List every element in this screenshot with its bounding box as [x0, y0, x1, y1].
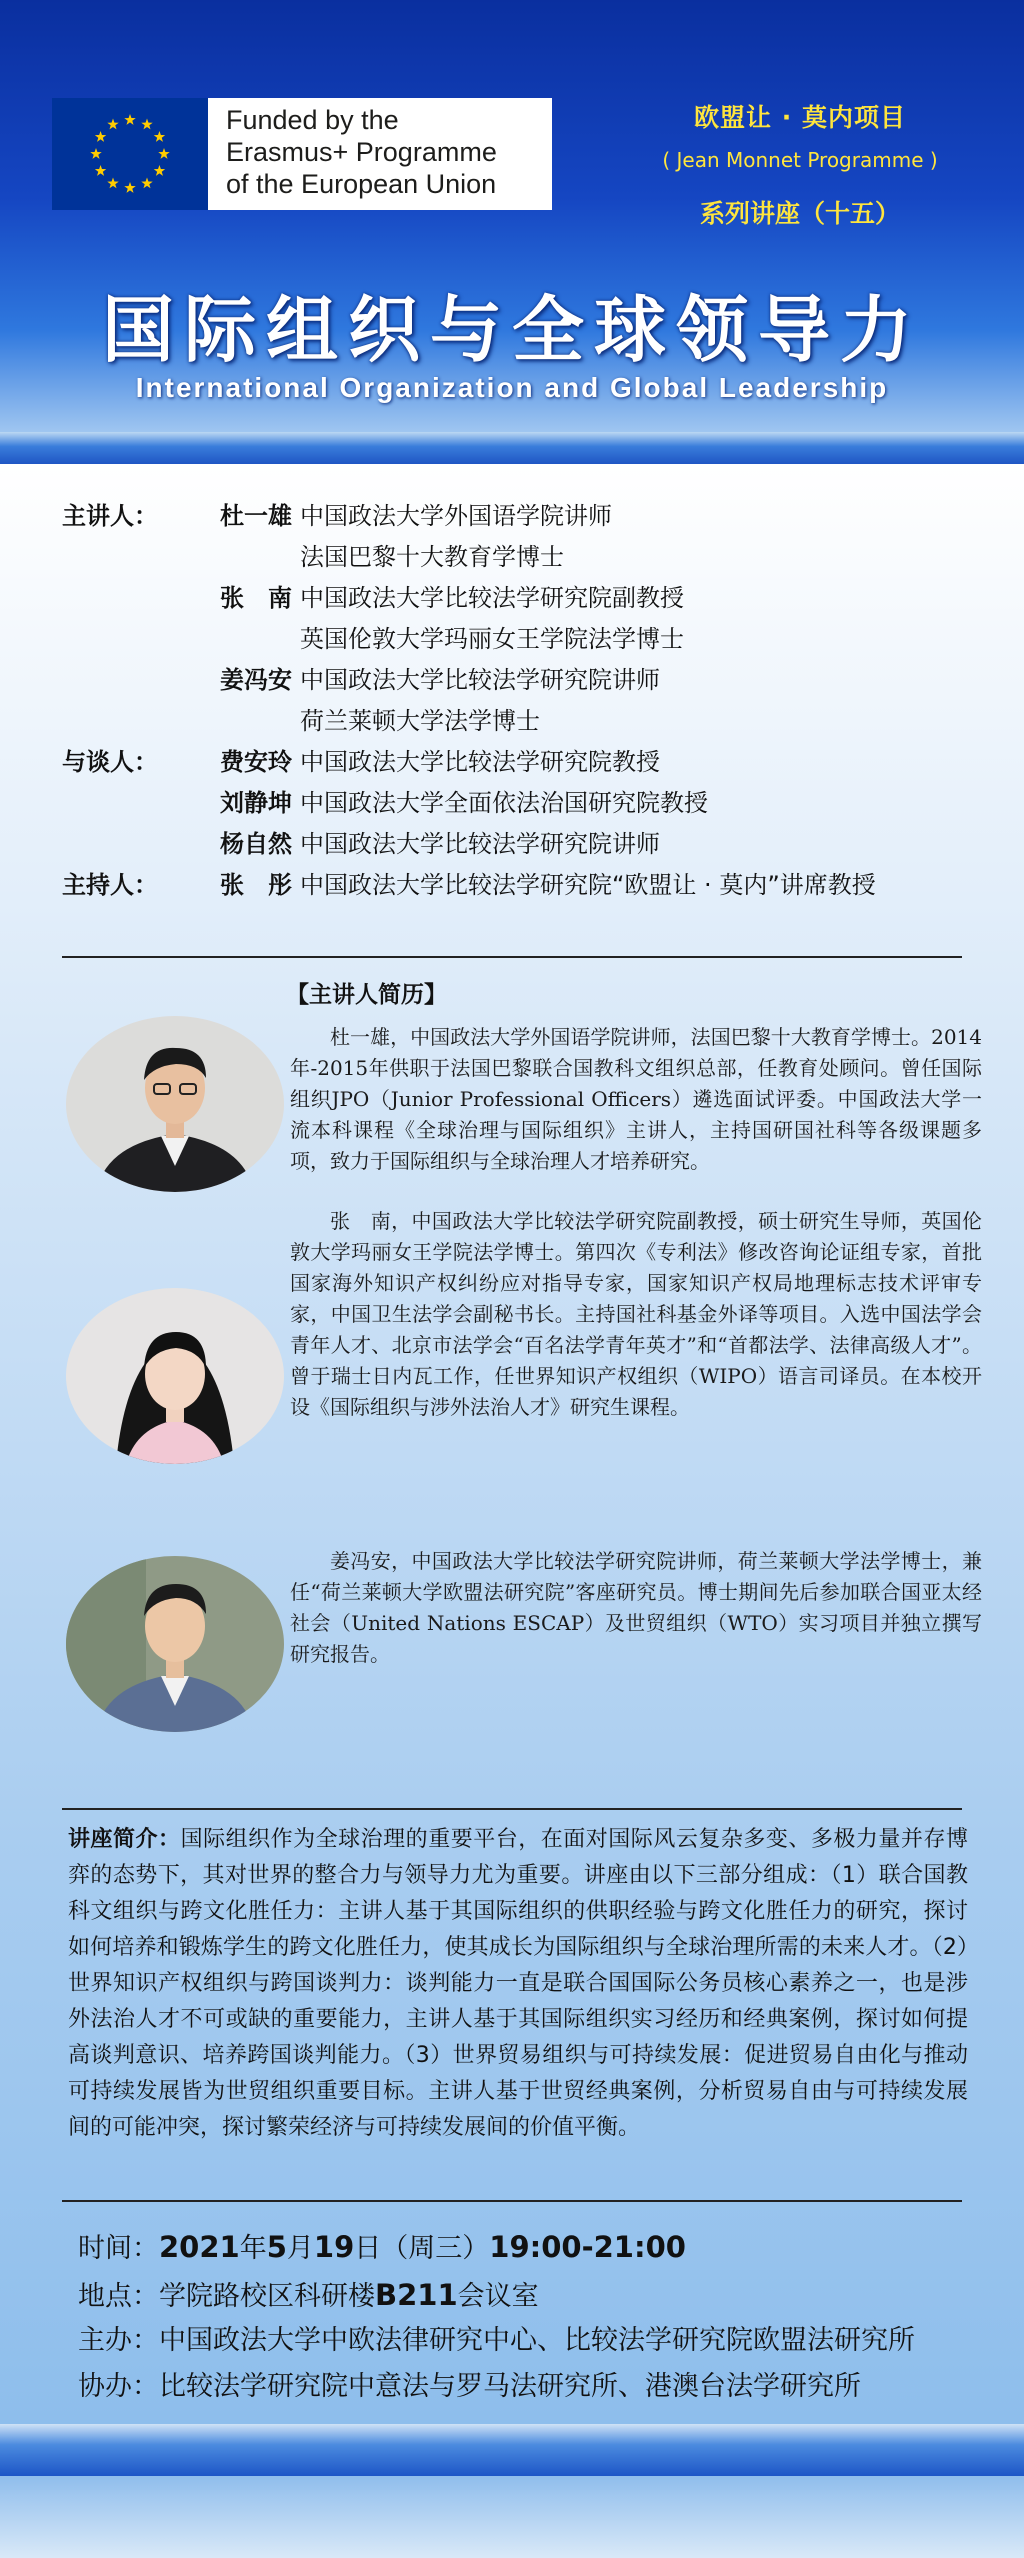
erasmus-line-3: of the European Union: [226, 169, 497, 199]
bio-heading: 【主讲人简历】: [286, 982, 447, 1008]
speaker-name: 杜一雄: [220, 502, 292, 530]
speaker-photo-2: [66, 1288, 284, 1464]
speaker-row: [62, 537, 982, 578]
event-host: [78, 2318, 978, 2357]
speaker-photo-3: [66, 1556, 284, 1732]
eu-star-icon: [90, 148, 101, 159]
eu-star-icon: [158, 148, 169, 159]
bio-paragraph: 张 南，中国政法大学比较法学研究院副教授，硕士研究生导师，英国伦敦大学玛丽女王学院法学博士。第四次《专利法》修改咨询论证组专家，首批国家海外知识产权纠纷应对指导专家，国家知识产权局地理标志技术评审专家，中国卫生法学会副秘书长。主持国社科基金外译等项目。入选中国法学会青年人才、北京市法学会“百名法学青年英才”和“首都法学、法律高级人才”。曾于瑞士日内瓦工作，任世界知识产权组织（WIPO）语言司译员。在本校开设《国际组织与涉外法治人才》研究生课程。: [290, 1209, 982, 1419]
eu-star-icon: [95, 131, 106, 142]
location-label: 地点：: [78, 2281, 159, 2312]
location-room: B211: [375, 2278, 458, 2312]
bio-paragraph: 姜冯安，中国政法大学比较法学研究院讲师，荷兰莱顿大学法学博士，兼任“荷兰莱顿大学欧盟法研究院”客座研究员。博士期间先后参加联合国亚太经社会（United Nations ESCAP）及世贸组织（WTO）实习项目并独立撰写研究报告。: [290, 1549, 982, 1666]
host-value: 中国政法大学中欧法律研究中心、比较法学研究院欧盟法研究所: [159, 2325, 915, 2356]
speaker-name: 杨自然: [220, 830, 292, 858]
event-hours: 19:00-21:00: [489, 2230, 686, 2264]
erasmus-line-2: Erasmus+ Programme: [226, 137, 497, 167]
speaker-title: 中国政法大学比较法学研究院“欧盟让 · 莫内”讲席教授: [300, 871, 876, 899]
speaker-row: [62, 496, 982, 537]
eu-star-icon: [107, 177, 118, 188]
speaker-title: 荷兰莱顿大学法学博士: [300, 707, 540, 735]
intro-text: 国际组织作为全球治理的重要平台，在面对国际风云复杂多变、多极力量并存博弈的态势下，其对世界的整合力与领导力尤为重要。讲座由以下三部分组成：（1）联合国教科文组织与跨文化胜任力：主讲人基于其国际组织的供职经验与跨文化胜任力的研究，探讨如何培养和锻炼学生的跨文化胜任力，使其成长为国际组织与全球治理所需的未来人才。（2）世界知识产权组织与跨国谈判力：谈判能力一直是联合国国际公务员核心素养之一，也是涉外法治人才不可或缺的重要能力，主讲人基于其国际组织实习经历和经典案例，探讨如何提高谈判意识、培养跨国谈判能力。（3）世界贸易组织与可持续发展：促进贸易自由化与推动可持续发展皆为世贸组织重要目标。主讲人基于世贸经典案例，分析贸易自由与可持续发展间的可能冲突，探讨繁荣经济与可持续发展间的价值平衡。: [68, 1827, 968, 2140]
speaker-name: 刘静坤: [220, 789, 292, 817]
speaker-row: [62, 783, 982, 824]
eu-star-icon: [141, 177, 152, 188]
eu-star-icon: [124, 182, 135, 193]
speaker-row: [62, 701, 982, 742]
year-unit: 年: [239, 2233, 267, 2264]
programme-title: 欧盟让 · 莫内项目: [694, 103, 906, 132]
speaker-role: 主讲人：: [62, 502, 158, 530]
speaker-row: [62, 619, 982, 660]
bio-paragraph: 杜一雄，中国政法大学外国语学院讲师，法国巴黎十大教育学博士。2014年-2015年供职于法国巴黎联合国教科文组织总部，任教育处顾问。曾任国际组织JPO（Junior Professional Officers）遴选面试评委。中国政法大学一流本科课程《全球治理与国际组织》主讲人，主持国研国社科等各级课题多项，致力于国际组织与全球治理人才培养研究。: [290, 1025, 982, 1173]
speaker-title: 中国政法大学比较法学研究院副教授: [300, 584, 684, 612]
speaker-row: [62, 824, 982, 865]
month-unit: 月: [286, 2233, 314, 2264]
day-unit: 日: [354, 2233, 382, 2264]
speaker-name: 张 彤: [220, 871, 292, 899]
speaker-row: [62, 660, 982, 701]
eu-star-icon: [124, 114, 135, 125]
speaker-row: [62, 865, 982, 906]
event-year: 2021: [159, 2230, 240, 2264]
eu-star-icon: [95, 165, 106, 176]
time-label: 时间：: [78, 2233, 159, 2264]
cohost-label: 协办：: [78, 2371, 159, 2402]
speaker-name: 姜冯安: [220, 666, 292, 694]
speaker-title: 英国伦敦大学玛丽女王学院法学博士: [300, 625, 684, 653]
speaker-role: 与谈人：: [62, 748, 158, 776]
speaker-role: 主持人：: [62, 871, 158, 899]
event-cohost: [78, 2364, 978, 2403]
speaker-title: 中国政法大学比较法学研究院讲师: [300, 666, 660, 694]
footer-band: [0, 2476, 1024, 2558]
eu-star-icon: [141, 119, 152, 130]
programme-subtitle: ( Jean Monnet Programme ): [662, 148, 938, 172]
speaker-photo-1: [66, 1016, 284, 1192]
divider: [62, 1808, 962, 1810]
location-suffix: 会议室: [457, 2281, 539, 2312]
divider: [62, 2200, 962, 2202]
lecture-series: 系列讲座（十五）: [699, 199, 900, 228]
speaker-row: [62, 578, 982, 619]
divider: [62, 956, 962, 958]
location-building: 学院路校区科研楼: [159, 2281, 375, 2312]
eu-star-icon: [154, 131, 165, 142]
intro-label: 讲座简介：: [68, 1827, 181, 1852]
speaker-title: 中国政法大学比较法学研究院讲师: [300, 830, 660, 858]
lecture-intro: [68, 1822, 968, 2146]
speaker-list: [62, 496, 982, 906]
page-title: 国际组织与全球领导力: [101, 288, 922, 372]
event-weekday: （周三）: [381, 2233, 490, 2264]
speaker-name: 张 南: [220, 584, 292, 612]
host-label: 主办：: [78, 2325, 159, 2356]
speaker-title: 中国政法大学比较法学研究院教授: [300, 748, 660, 776]
speaker-name: 费安玲: [220, 748, 292, 776]
event-day: 19: [313, 2230, 355, 2264]
footer-stripe: [0, 2424, 1024, 2476]
speaker-row: [62, 742, 982, 783]
event-location: [78, 2274, 978, 2313]
event-month: 5: [266, 2230, 287, 2264]
speaker-title: 中国政法大学全面依法治国研究院教授: [300, 789, 708, 817]
eu-star-icon: [107, 119, 118, 130]
eu-star-icon: [154, 165, 165, 176]
event-time: [78, 2226, 978, 2265]
cohost-value: 比较法学研究院中意法与罗马法研究所、港澳台法学研究所: [159, 2371, 861, 2402]
header-stripe: [0, 432, 1024, 464]
page-title-english: International Organization and Global Leadership: [135, 372, 889, 403]
speaker-title: 中国政法大学外国语学院讲师: [300, 502, 612, 530]
erasmus-logo: [52, 98, 552, 210]
speaker-title: 法国巴黎十大教育学博士: [300, 543, 564, 571]
erasmus-line-1: Funded by the: [226, 105, 399, 135]
erasmus-logo-text: [226, 104, 546, 200]
eu-flag-icon: [52, 98, 208, 210]
